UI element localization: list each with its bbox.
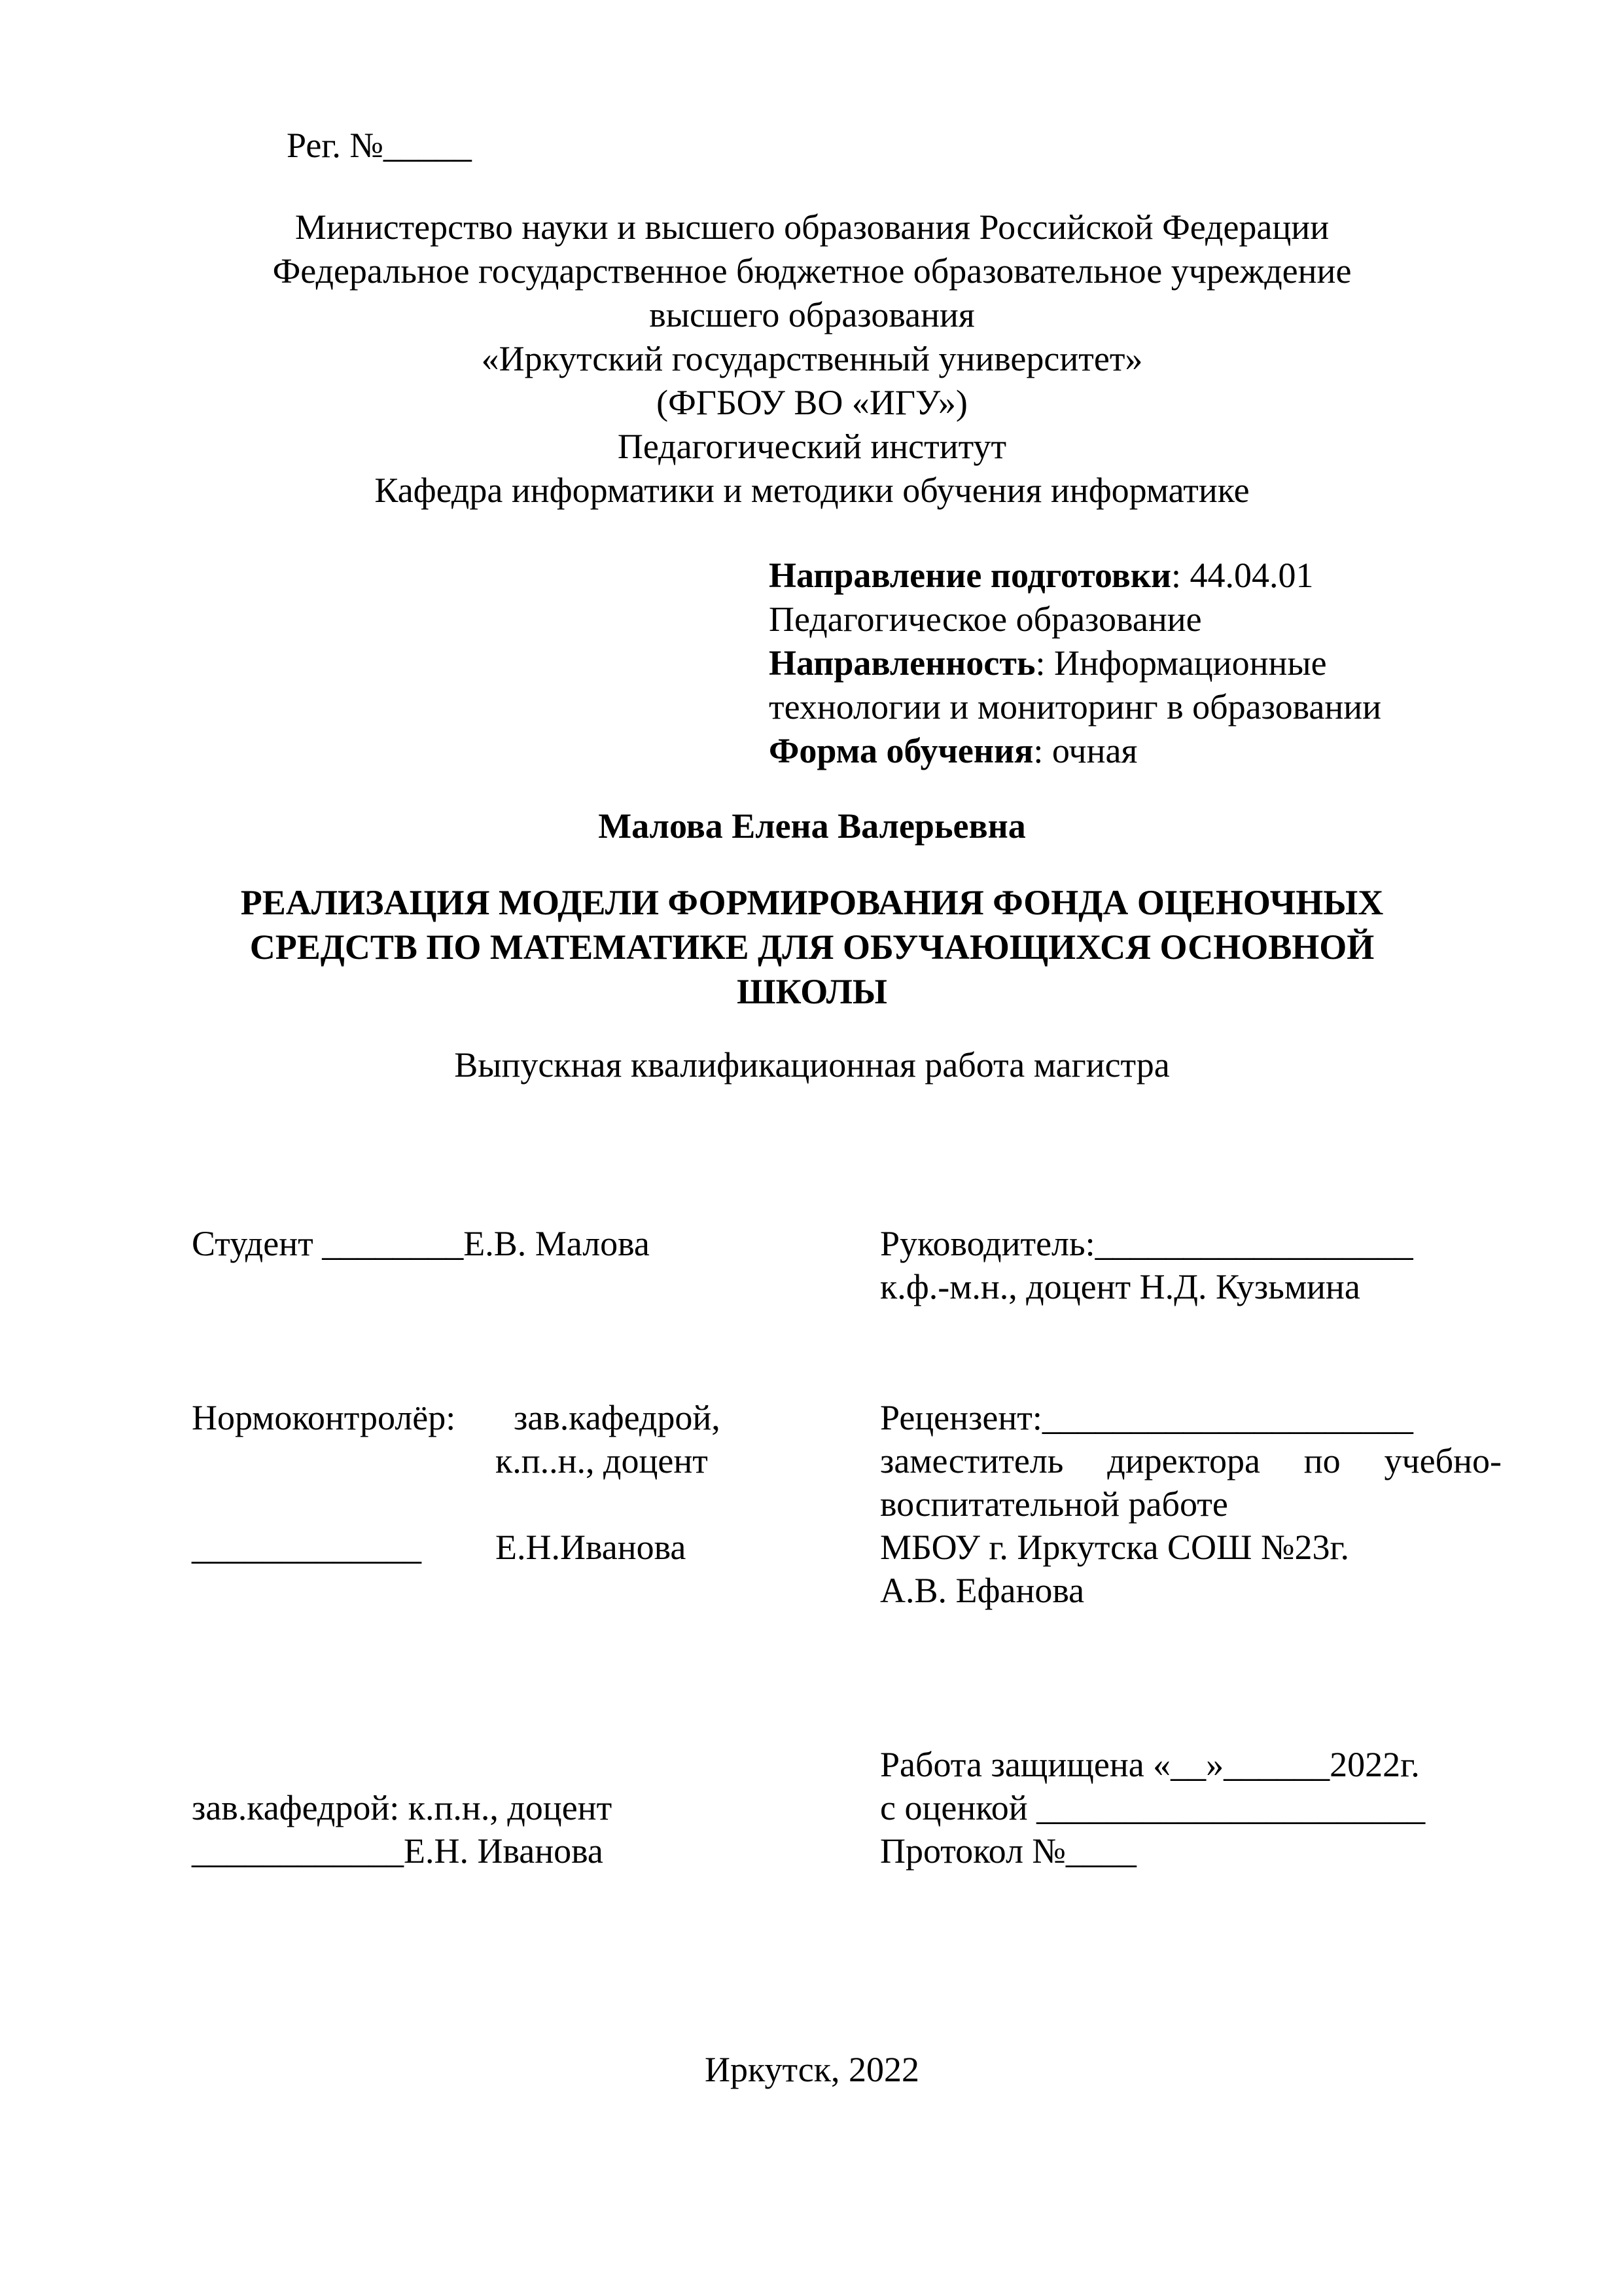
normcontrol-signature-line: _____________ (192, 1528, 421, 1567)
header-line: высшего образования (649, 295, 975, 334)
normcontrol-name: Е.Н.Иванова (495, 1528, 686, 1567)
reviewer-position-cont: воспитательной работе (880, 1484, 1228, 1524)
city-year: Иркутск, 2022 (705, 2050, 919, 2089)
reg-number: Рег. №_____ (287, 126, 472, 165)
program-focus (769, 641, 1327, 685)
reviewer-position: заместитель директора по учебно- (880, 1441, 1502, 1480)
work-type: Выпускная квалификационная работа магистра (454, 1045, 1170, 1085)
reviewer-organization: МБОУ г. Иркутска СОШ №23г. (880, 1528, 1350, 1567)
head-of-department-signature: ____________Е.Н. Иванова (192, 1831, 603, 1871)
direction-value: : 44.04.01 (1171, 556, 1314, 595)
direction-label: Направление подготовки (769, 556, 1172, 595)
title-line: СРЕДСТВ ПО МАТЕМАТИКЕ ДЛЯ ОБУЧАЮЩИХСЯ ОСНОВНОЙ (249, 927, 1375, 967)
form-value: : очная (1033, 731, 1138, 770)
program-direction (769, 553, 1314, 598)
protocol-number: Протокол №____ (880, 1831, 1137, 1871)
reviewer-label: Рецензент:_____________________ (880, 1398, 1413, 1437)
head-of-department-position: зав.кафедрой: к.п.н., доцент (192, 1788, 612, 1827)
header-line: Федеральное государственное бюджетное образовательное учреждение (272, 251, 1352, 291)
title-line: РЕАЛИЗАЦИЯ МОДЕЛИ ФОРМИРОВАНИЯ ФОНДА ОЦЕНОЧНЫХ (240, 883, 1384, 922)
supervisor-name: к.ф.-м.н., доцент Н.Д. Кузьмина (880, 1267, 1360, 1306)
study-form (769, 728, 1137, 773)
direction-continuation: Педагогическое образование (769, 600, 1202, 639)
normcontrol-position: зав.кафедрой, (514, 1398, 720, 1437)
focus-continuation: технологии и мониторинг в образовании (769, 687, 1382, 726)
form-label: Форма обучения (769, 731, 1034, 770)
normcontrol-label: Нормоконтролёр: (192, 1398, 456, 1437)
header-line: Кафедра информатики и методики обучения информатике (374, 471, 1250, 510)
header-line: (ФГБОУ ВО «ИГУ») (656, 383, 968, 422)
title-line: ШКОЛЫ (737, 972, 887, 1011)
focus-label: Направленность (769, 643, 1036, 683)
supervisor-label: Руководитель:__________________ (880, 1224, 1413, 1263)
author-name: Малова Елена Валерьевна (598, 806, 1026, 846)
reviewer-name: А.В. Ефанова (880, 1571, 1085, 1610)
normcontrol-degree: к.п..н., доцент (495, 1441, 708, 1480)
header-line: Министерство науки и высшего образования Российской Федерации (294, 207, 1330, 247)
grade-line: с оценкой ______________________ (880, 1788, 1426, 1827)
student-signature: Студент ________Е.В. Малова (192, 1224, 650, 1263)
header-line: Педагогический институт (617, 427, 1007, 466)
header-line: «Иркутский государственный университет» (481, 339, 1143, 378)
focus-value: : Информационные (1035, 643, 1327, 683)
defense-date: Работа защищена «__»______2022г. (880, 1745, 1420, 1784)
